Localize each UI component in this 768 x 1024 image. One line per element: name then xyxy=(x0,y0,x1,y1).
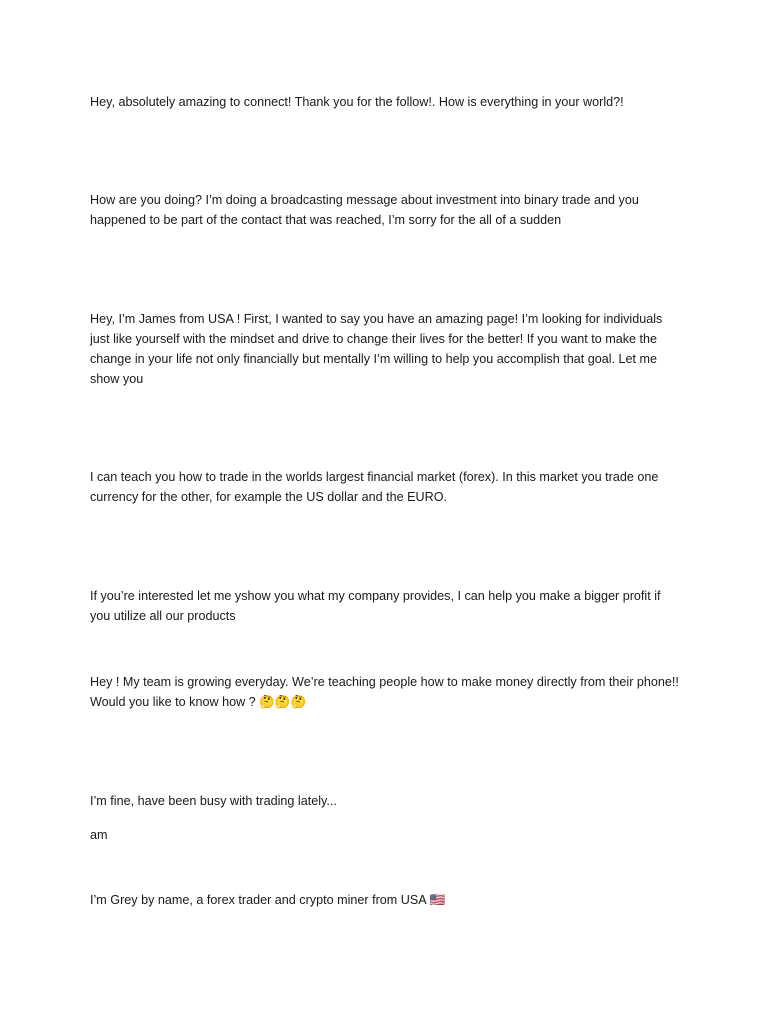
paragraph-am: am xyxy=(90,828,108,842)
paragraph-grey-intro: I’m Grey by name, a forex trader and crypto miner from USA 🇺🇸 xyxy=(90,893,446,907)
paragraph-company-offer: If you’re interested let me yshow you what my company provides, I can help you make a bigger profit if you utilize all our products xyxy=(90,589,661,623)
paragraph-james-intro: Hey, I’m James from USA ! First, I wanted to say you have an amazing page! I’m looking for individuals just like yourself with the mindset and drive to change their lives for the better! If you want to make the change in your life not only financially but mentally I’m willing to help you accomplish that goal. Let me show you xyxy=(90,312,663,386)
paragraph-busy-trading: I’m fine, have been busy with trading lately... xyxy=(90,794,337,808)
paragraph-greeting: Hey, absolutely amazing to connect! Thank you for the follow!. How is everything in your world?! xyxy=(90,95,624,109)
paragraph-broadcast-message: How are you doing? I’m doing a broadcasting message about investment into binary trade and you happened to be part of the contact that was reached, I’m sorry for the all of a sudden xyxy=(90,193,639,227)
paragraph-forex-teaching: I can teach you how to trade in the worlds largest financial market (forex). In this market you trade one currency for the other, for example the US dollar and the EURO. xyxy=(90,470,659,504)
paragraph-team-growing: Hey ! My team is growing everyday. We’re teaching people how to make money directly from their phone!! Would you like to know how ? 🤔🤔🤔 xyxy=(90,675,679,709)
